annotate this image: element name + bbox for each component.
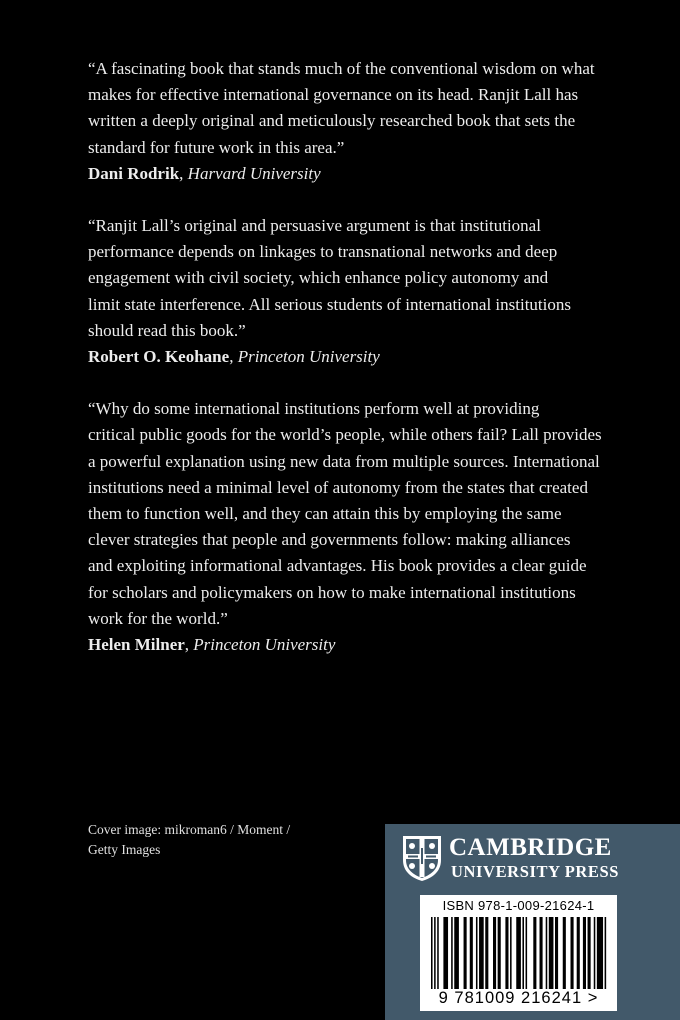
barcode-digits: 9 781009 216241 > [438, 989, 599, 1007]
cover-image-credit: Cover image: mikroman6 / Moment / Getty Images [88, 822, 291, 857]
barcode-bar [522, 917, 524, 989]
endorsement-milner [88, 396, 628, 658]
endorsement-quote: “Why do some international institutions perform well at providing critical public goods for the world’s people, while others fail? Lall provides a powerful explanation using new data from multiple sources. International institutions need a minimal level of autonomy from the states that created them to function well, and they can attain this by employing the same clever strategies that people and governments follow: making alliances and exploiting informational advantages. His book provides a clear guide for scholars and policymakers on how to make international institutions work for the world.” [88, 399, 602, 628]
barcode-bar [594, 917, 596, 989]
endorser-affiliation: Harvard University [187, 163, 321, 183]
endorser-affiliation: Princeton University [193, 635, 336, 655]
barcode-bar [498, 917, 501, 989]
barcode-bar [479, 917, 484, 989]
endorser-affiliation: Princeton University [237, 347, 380, 367]
barcode-bar [434, 917, 436, 989]
barcode-bar [470, 917, 473, 989]
publisher-panel [385, 824, 680, 1020]
barcode-bar [510, 917, 512, 989]
barcode-bar [555, 917, 558, 989]
barcode-bar [563, 917, 566, 989]
barcode-bar [546, 917, 548, 989]
barcode-bar [476, 917, 478, 989]
barcode-bar [602, 917, 604, 989]
endorser-name: Dani Rodrik [88, 163, 180, 183]
barcode-bar [493, 917, 496, 989]
endorser-name: Helen Milner [88, 635, 185, 655]
publisher-name-line1: CAMBRIDGE [449, 834, 612, 861]
cambridge-shield-icon [401, 834, 443, 882]
barcode-bar [549, 917, 554, 989]
barcode-bar [533, 917, 536, 989]
endorsement-attribution: Dani Rodrik, Harvard University [88, 163, 321, 183]
endorser-name: Robert O. Keohane [88, 347, 230, 367]
barcode-bar [505, 917, 508, 989]
endorsement-quote: “A fascinating book that stands much of the conventional wisdom on what makes for effective international governance on its head. Ranjit Lall has written a deeply original and meticulously researched book that sets the standard for future work in this area.” [88, 59, 595, 157]
barcode-bar [443, 917, 448, 989]
barcode-bar [464, 917, 467, 989]
endorsements [88, 56, 628, 684]
barcode-bar [454, 917, 459, 989]
endorsement-attribution: Robert O. Keohane, Princeton University [88, 347, 380, 367]
barcode-bar [437, 917, 439, 989]
isbn-label: ISBN 978-1-009-21624-1 [442, 898, 595, 913]
barcode-bar [431, 917, 433, 989]
barcode-bars [425, 917, 612, 989]
barcode-bar [540, 917, 543, 989]
isbn-barcode [420, 895, 617, 1011]
publisher-name-line2: UNIVERSITY PRESS [451, 862, 620, 881]
barcode-bar [577, 917, 580, 989]
barcode-bar [583, 917, 586, 989]
barcode-bar [571, 917, 574, 989]
barcode-bar [597, 917, 602, 989]
barcode-bar [516, 917, 521, 989]
endorsement-quote: “Ranjit Lall’s original and persuasive argument is that institutional performance depends on linkages to transnational networks and deep engagement with civil society, which enhance policy autonomy and limit state interference. All serious students of international institutions should read this book.” [88, 216, 571, 340]
endorsement-attribution: Helen Milner, Princeton University [88, 635, 336, 655]
publisher-name [449, 834, 619, 882]
barcode-bar [526, 917, 528, 989]
barcode-bar [605, 917, 607, 989]
barcode-bar [588, 917, 591, 989]
barcode-bar [451, 917, 453, 989]
barcode-bar [485, 917, 488, 989]
endorsement-rodrik [88, 56, 628, 187]
endorsement-keohane [88, 213, 628, 370]
